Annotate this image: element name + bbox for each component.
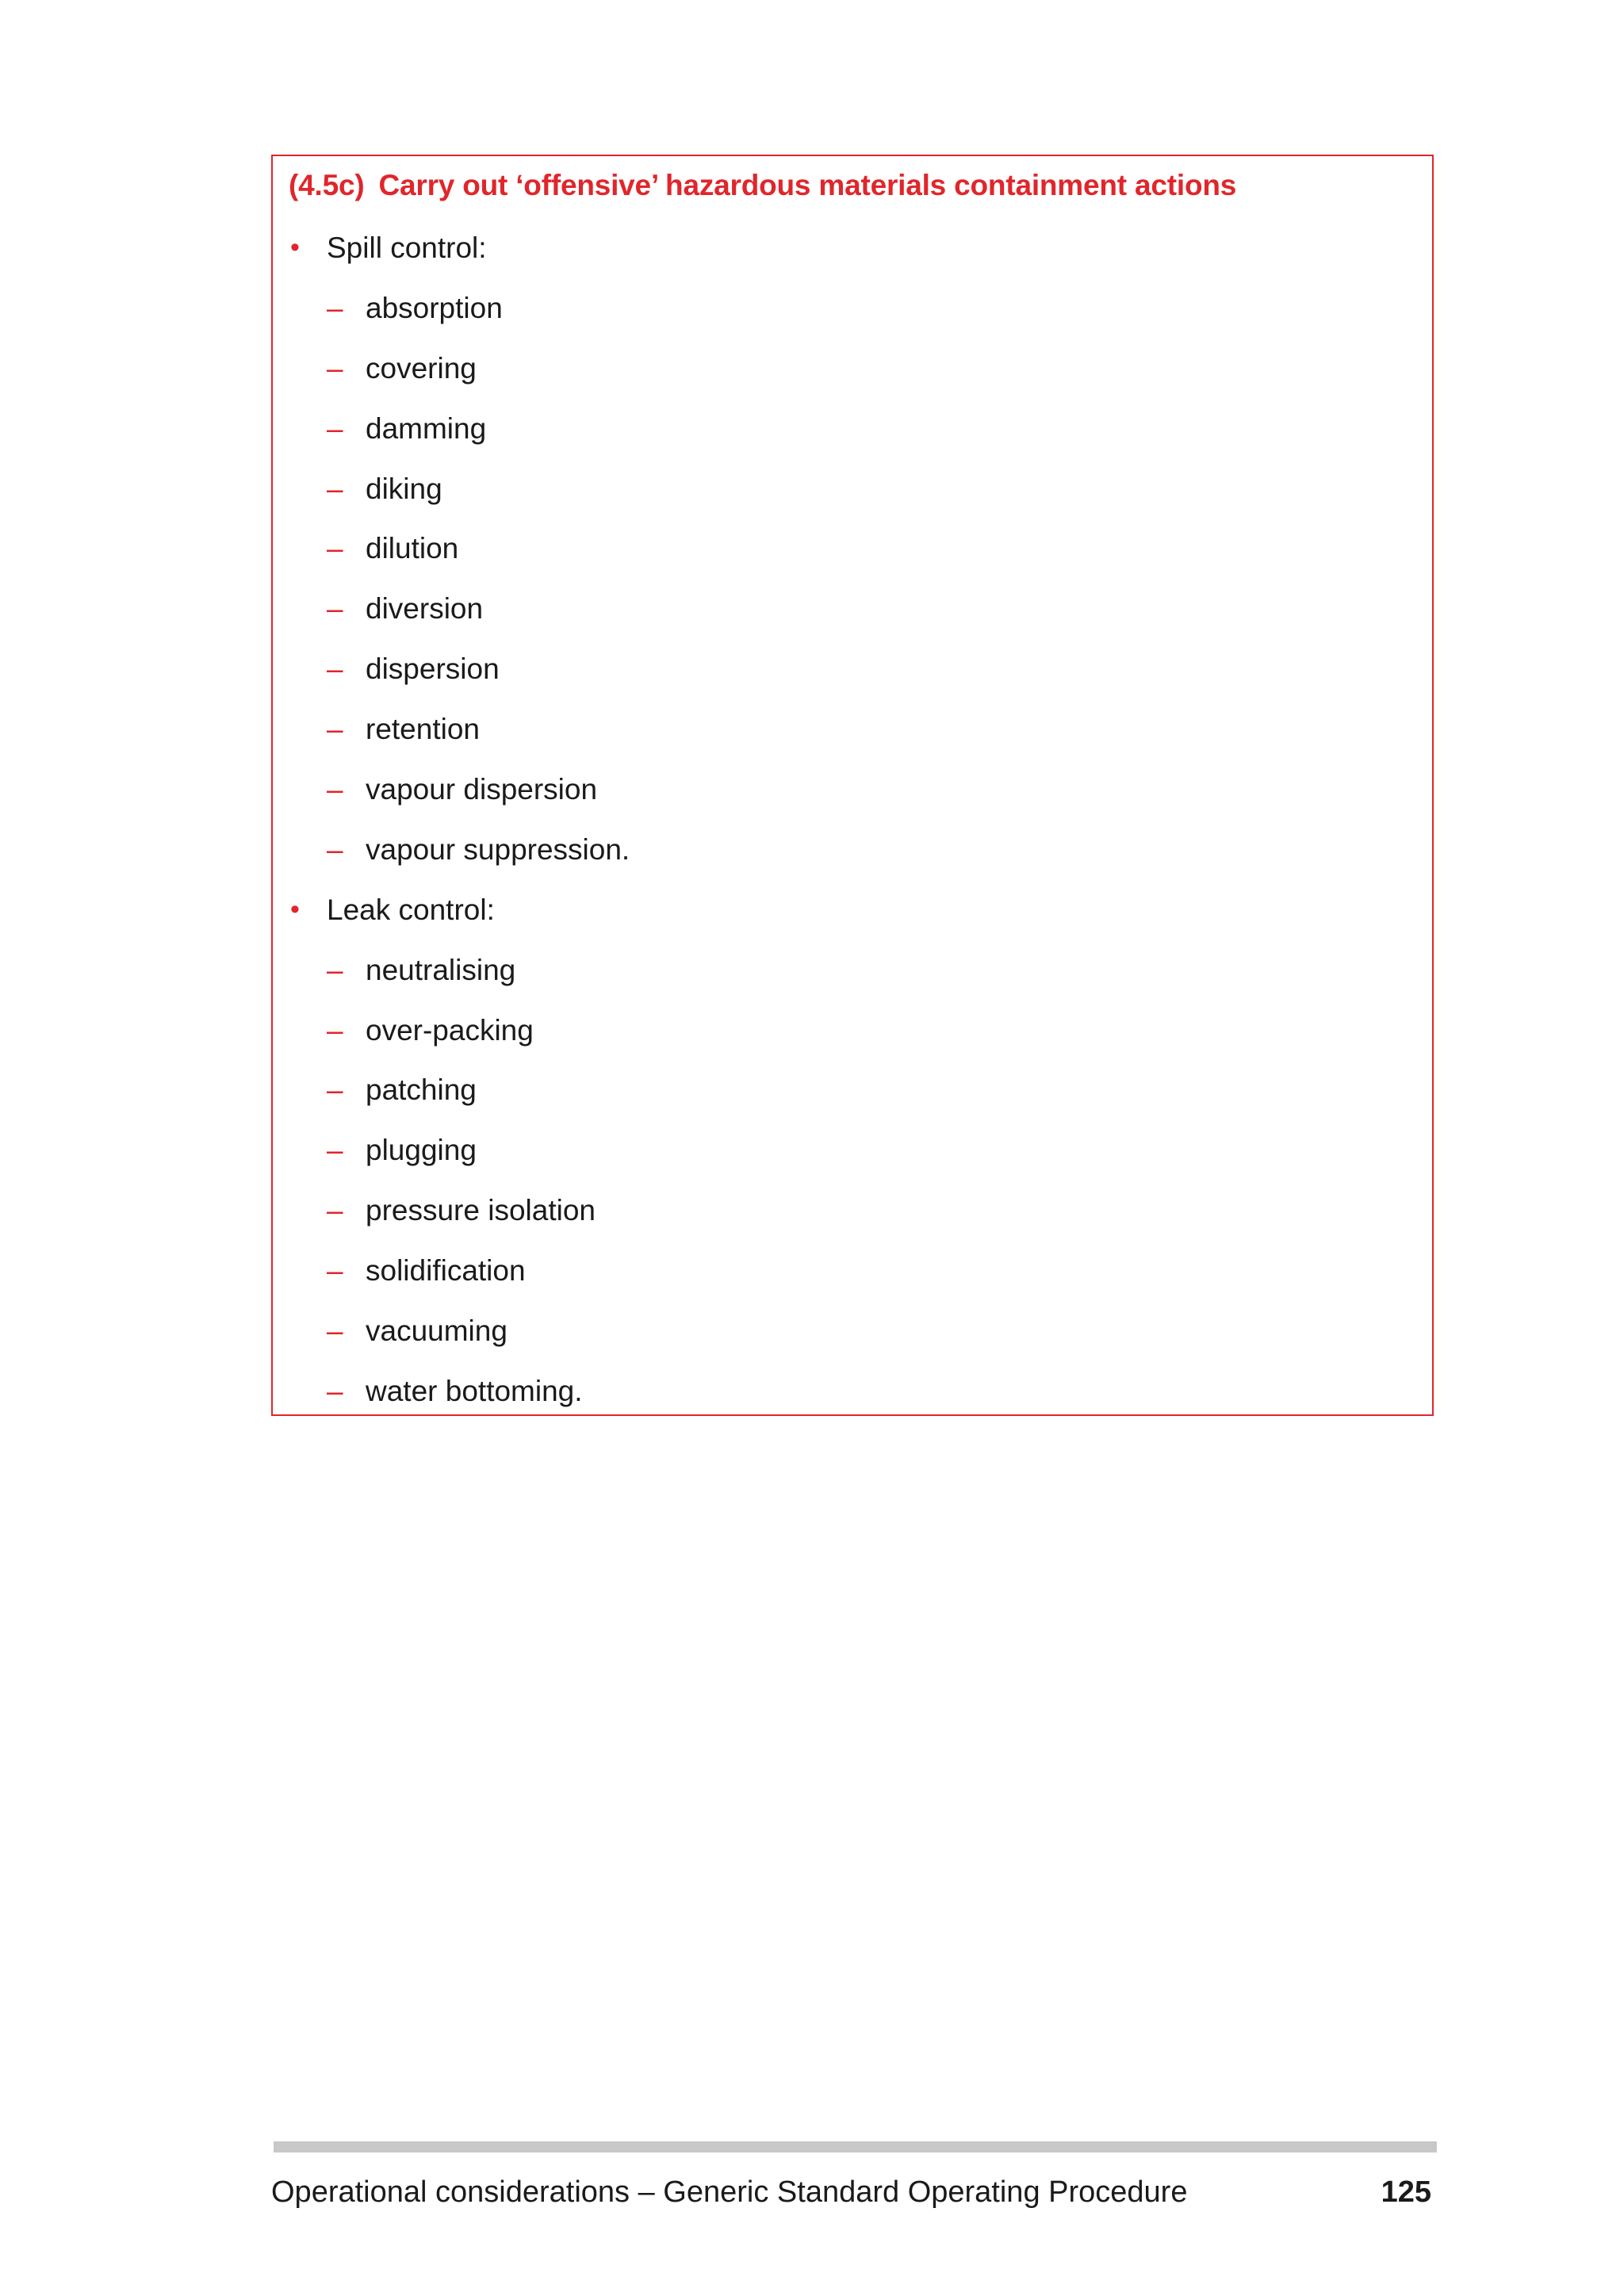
list-item-text: diversion	[366, 592, 484, 626]
dash-icon: –	[327, 291, 343, 324]
list-item	[273, 1241, 1432, 1301]
list-item	[273, 639, 1432, 699]
list-item-text: patching	[366, 1073, 477, 1107]
procedure-box	[271, 155, 1434, 1416]
list-item-text: retention	[366, 713, 480, 746]
dash-icon: –	[327, 351, 343, 385]
dash-icon: –	[327, 773, 343, 806]
dash-icon: –	[327, 652, 343, 686]
list-item-text: neutralising	[366, 953, 516, 986]
list-item-text: vapour dispersion	[366, 773, 598, 806]
list-item	[273, 699, 1432, 760]
list-item-text: plugging	[366, 1134, 477, 1167]
group-leak-control	[273, 880, 1432, 940]
list-item-text: dilution	[366, 532, 459, 565]
list-item	[273, 820, 1432, 880]
page-number: 125	[1381, 2175, 1431, 2209]
control-list	[273, 218, 1432, 1422]
list-item-text: vapour suppression.	[366, 832, 630, 866]
list-item-text: absorption	[366, 291, 503, 324]
section-code: (4.5c)	[289, 169, 365, 201]
dash-icon: –	[327, 1073, 343, 1107]
list-item	[273, 760, 1432, 820]
list-item-text: damming	[366, 411, 487, 445]
dash-icon: –	[327, 1254, 343, 1288]
group-spill-control	[273, 218, 1432, 278]
list-item-text: solidification	[366, 1254, 526, 1288]
dash-icon: –	[327, 1314, 343, 1348]
dash-icon: –	[327, 472, 343, 505]
list-item	[273, 459, 1432, 519]
dash-icon: –	[327, 953, 343, 986]
list-item-text: diking	[366, 472, 442, 505]
dash-icon: –	[327, 1134, 343, 1167]
list-item-text: pressure isolation	[366, 1194, 596, 1227]
list-item-text: covering	[366, 351, 477, 385]
list-item	[273, 1001, 1432, 1061]
list-item	[273, 940, 1432, 1001]
dash-icon: –	[327, 532, 343, 565]
dash-icon: –	[327, 1194, 343, 1227]
list-item	[273, 579, 1432, 639]
section-title: Carry out ‘offensive’ hazardous materials containment actions	[378, 169, 1237, 201]
group-label: Leak control:	[327, 893, 495, 926]
list-item	[273, 1060, 1432, 1120]
dash-icon: –	[327, 713, 343, 746]
list-item-text: vacuuming	[366, 1314, 508, 1348]
list-item	[273, 339, 1432, 399]
dash-icon: –	[327, 832, 343, 866]
group-label: Spill control:	[327, 232, 487, 264]
footer-rule	[274, 2141, 1437, 2152]
list-item	[273, 399, 1432, 459]
dash-icon: –	[327, 411, 343, 445]
list-item-text: dispersion	[366, 652, 500, 686]
list-item	[273, 1181, 1432, 1241]
section-heading	[289, 169, 1236, 202]
dash-icon: –	[327, 1013, 343, 1047]
dash-icon: –	[327, 592, 343, 626]
list-item	[273, 1361, 1432, 1422]
footer-title: Operational considerations – Generic Standard Operating Procedure	[271, 2175, 1188, 2209]
dash-icon: –	[327, 1374, 343, 1407]
bullet-icon: •	[290, 232, 300, 262]
list-item	[273, 1120, 1432, 1181]
list-item	[273, 1301, 1432, 1361]
list-item-text: over-packing	[366, 1013, 534, 1047]
list-item	[273, 278, 1432, 339]
list-item	[273, 519, 1432, 579]
list-item-text: water bottoming.	[366, 1374, 583, 1407]
bullet-icon: •	[290, 894, 300, 924]
